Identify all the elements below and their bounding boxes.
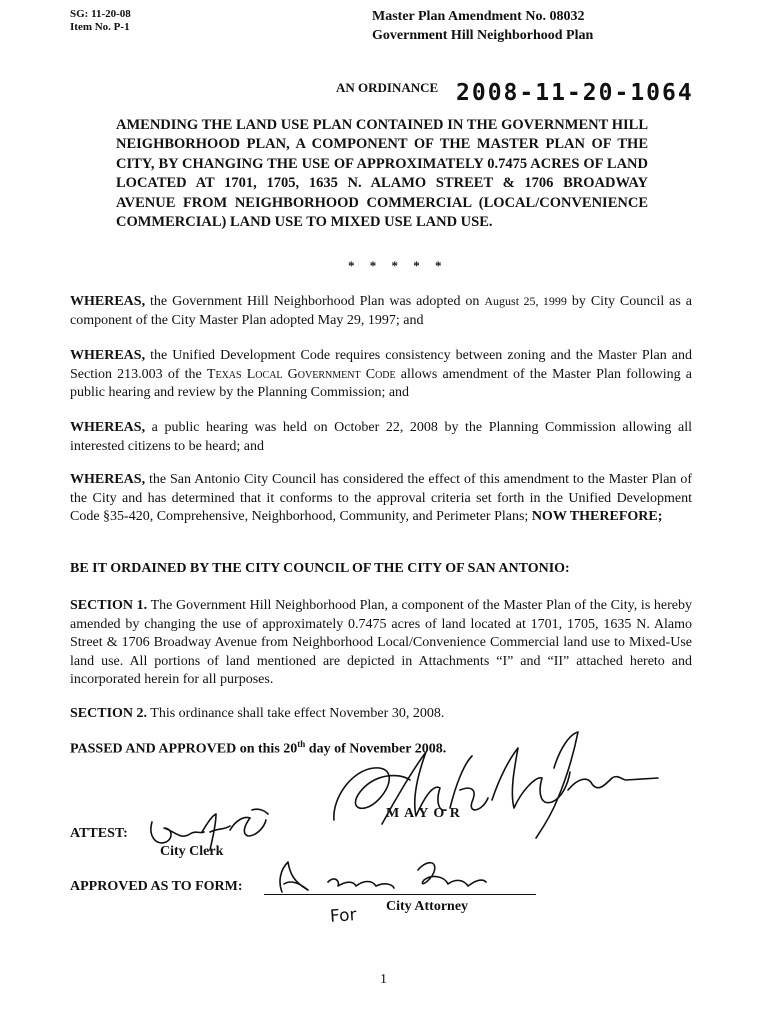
attorney-signature-line [264, 894, 536, 895]
amendment-number: Master Plan Amendment No. 08032 [372, 9, 585, 24]
attorney-title: City Attorney [386, 899, 469, 914]
whereas-lead: WHEREAS, [70, 348, 146, 363]
mayor-signature [322, 728, 662, 840]
header-left [70, 8, 131, 34]
clerk-title: City Clerk [160, 844, 224, 859]
attest-label: ATTEST: [70, 826, 128, 841]
whereas-paragraph-4 [70, 471, 692, 527]
ordinal-suffix: th [297, 739, 306, 749]
plan-name: Government Hill Neighborhood Plan [372, 28, 594, 43]
whereas-lead: WHEREAS, [70, 472, 146, 487]
attorney-signature [268, 852, 538, 900]
whereas-paragraph-3 [70, 419, 692, 456]
approved-as-to-form-label: APPROVED AS TO FORM: [70, 879, 243, 894]
whereas-paragraph-1 [70, 292, 692, 330]
passed-text: day of November 2008. [305, 741, 447, 757]
whereas-paragraph-2 [70, 347, 692, 403]
whereas-text: the Unified Development Code requires consistency between zoning and the Master Plan and Section 213.003 of the [70, 348, 692, 382]
passed-text: PASSED AND APPROVED on this 20 [70, 741, 298, 757]
section-text: The Government Hill Neighborhood Plan, a component of the Master Plan of the City, is hereby amended by changing the use of approximately 0.7475 acres of land located at 1701, 1705, 1635 N. Alamo Street & 1706 Broadway Avenue from Neighborhood Local/Convenience Commercial land use to Mixed-Use land use. All portions of land mentioned are depicted in Attachments “I” and “II” attached hereto and incorporated herein for all purposes. [70, 598, 693, 687]
ordinance-caption: AMENDING THE LAND USE PLAN CONTAINED IN THE GOVERNMENT HILL NEIGHBORHOOD PLAN, A COMPONENT OF THE MASTER PLAN OF THE CITY, BY CHANGING THE USE OF APPROXIMATELY 0.7475 ACRES OF LAND LOCATED AT 1701, 1705, 1635 N. ALAMO STREET & 1706 BROADWAY AVENUE FROM NEIGHBORHOOD COMMERCIAL (LOCAL/CONVENIENCE COMMERCIAL) LAND USE TO MIXED USE LAND USE. [116, 117, 648, 231]
section-label: SECTION 2. [70, 706, 148, 721]
header-right [372, 7, 593, 45]
mayor-title: M A Y O R [386, 806, 461, 821]
whereas-lead: WHEREAS, [70, 420, 146, 435]
ordained-clause: BE IT ORDAINED BY THE CITY COUNCIL OF THE CITY OF SAN ANTONIO: [70, 561, 570, 576]
sg-date: SG: 11-20-08 [70, 8, 131, 20]
section-2 [70, 705, 692, 724]
for-handwritten-note: For [329, 905, 358, 927]
whereas-text: allows amendment of the Master Plan following a public hearing and review by the Planning Commission; and [70, 366, 692, 400]
ordinance-label: AN ORDINANCE [336, 80, 439, 95]
section-text: This ordinance shall take effect November 30, 2008. [147, 706, 445, 721]
page-number: 1 [380, 972, 387, 987]
whereas-text: the San Antonio City Council has considered the effect of this amendment to the Master Plan of the City and has determined that it conforms to the approval criteria set forth in the Unified Development Code §35-420, Comprehensive, Neighborhood, Community, and Perimeter Plans; [70, 472, 692, 524]
whereas-text: a public hearing was held on October 22, 2008 by the Planning Commission allowing all interested citizens to be heard; and [70, 420, 692, 454]
ordinance-number: 2008-11-20-1064 [456, 80, 694, 106]
adoption-date: August 25, 1999 [484, 294, 567, 308]
section-1 [70, 597, 692, 690]
section-label: SECTION 1. [70, 598, 148, 613]
item-number: Item No. P-1 [70, 21, 130, 33]
whereas-text: the Government Hill Neighborhood Plan was adopted on [145, 294, 485, 309]
whereas-lead: WHEREAS, [70, 294, 146, 309]
now-therefore: NOW THEREFORE; [531, 509, 663, 524]
whereas-text: by City Council as a component of the City Master Plan adopted May 29, 1997; and [70, 294, 693, 328]
code-name: Texas Local Government Code [206, 366, 396, 382]
separator-stars: * * * * * [348, 258, 448, 273]
